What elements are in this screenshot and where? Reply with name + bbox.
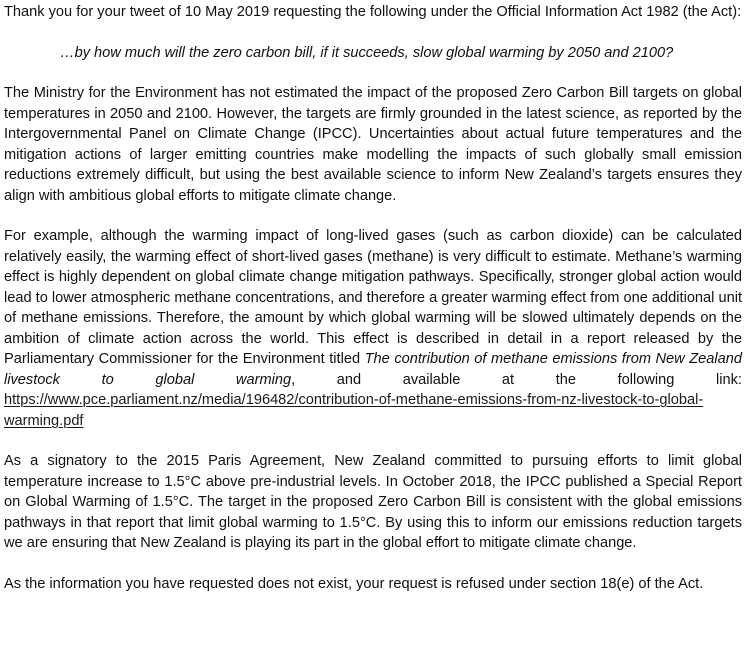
methane-paragraph xyxy=(4,226,742,431)
methane-paragraph-text: For example, although the warming impact of long-lived gases (such as carbon dioxide) can be calculated relatively easily, the warming effect of short-lived gases (methane) is very difficult to estimate. Methane’s warming effect is highly dependent on global climate change mitigation pathways. Specifically, stronger global action would lead to lower atmospheric methane concentrations, and therefore a greater warming effect from one additional unit of methane emissions. Therefore, the amount by which global warming will be slowed ultimately depends on the ambition of climate action across the world. This effect is described in detail in a report released by the Parliamentary Commissioner for the Environment titled xyxy=(4,228,742,367)
refusal-paragraph: As the information you have requested does not exist, your request is refused under section 18(e) of the Act. xyxy=(4,575,704,592)
quoted-request: …by how much will the zero carbon bill, if it succeeds, slow global warming by 2050 and 2100? xyxy=(60,44,674,61)
report-title: The contribution of methane emissions from New Zealand livestock to global warming xyxy=(4,351,742,388)
methane-paragraph-ending: , and available at the following link: xyxy=(291,371,742,388)
estimate-paragraph: The Ministry for the Environment has not estimated the impact of the proposed Zero Carbon Bill targets on global temperatures in 2050 and 2100. However, the targets are firmly grounded in the latest science, as reported by the Intergovernmental Panel on Climate Change (IPCC). Uncertainties about actual future temperatures and the mitigation actions of larger emitting countries make modelling the impacts of such globally small emission reductions extremely difficult, but using the best available science to inform New Zealand’s targets ensures they align with ambitious global efforts to mitigate climate change. xyxy=(4,85,742,204)
intro-paragraph: Thank you for your tweet of 10 May 2019 requesting the following under the Official Information Act 1982 (the Act): xyxy=(4,4,742,20)
report-link[interactable]: https://www.pce.parliament.nz/media/196482/contribution-of-methane-emissions-from-nz-livestock-to-global-warming.pdf xyxy=(4,392,704,429)
paris-agreement-paragraph: As a signatory to the 2015 Paris Agreement, New Zealand committed to pursuing efforts to limit global temperature increase to 1.5°C above pre-industrial levels. In October 2018, the IPCC published a Special Report on Global Warming of 1.5°C. The target in the proposed Zero Carbon Bill is consistent with the global emissions pathways in that report that limit global warming to 1.5°C. By using this to inform our emissions reduction targets we are ensuring that New Zealand is playing its part in the global effort to mitigate climate change. xyxy=(4,453,742,551)
